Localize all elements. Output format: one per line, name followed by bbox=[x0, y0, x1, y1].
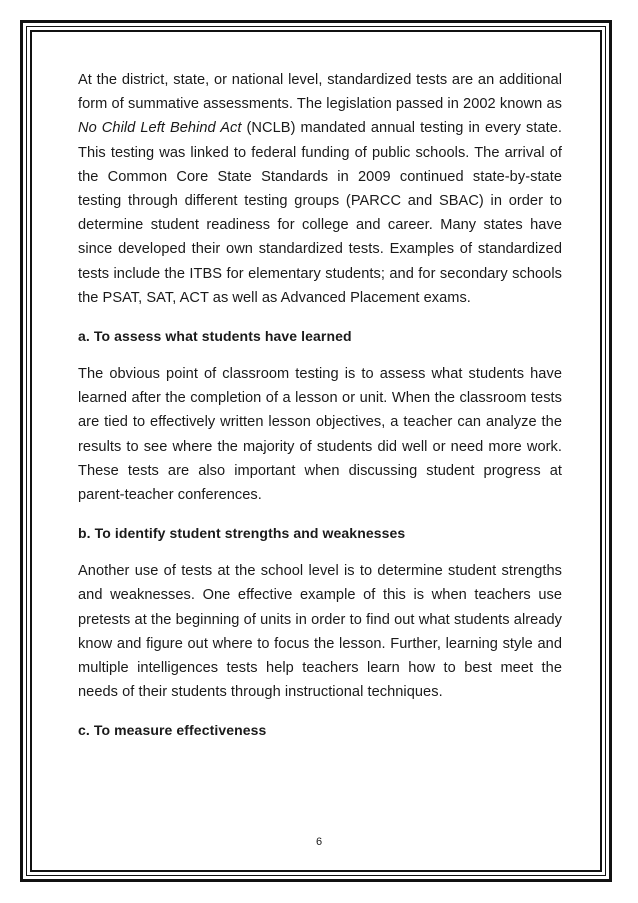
intro-text-part-1: At the district, state, or national level, standardized tests are an additional form of summative assessments. The legislation passed in 2002 known as bbox=[78, 72, 562, 113]
page-number: 6 bbox=[315, 836, 323, 848]
section-c-heading: c. To measure effectiveness bbox=[78, 722, 267, 739]
nclb-act-title: No Child Left Behind Act bbox=[78, 120, 242, 137]
section-a-paragraph: The obvious point of classroom testing is to assess what students have learned after the completion of a lesson or unit. When the classroom tests are tied to effectively written lesson objectives, a teacher can analyze the results to see where the majority of students did well or need more work. These tests are also important when discussing student progress at parent-teacher conferences. bbox=[78, 366, 562, 504]
intro-paragraph bbox=[78, 68, 562, 310]
section-b-heading: b. To identify student strengths and weaknesses bbox=[78, 525, 406, 542]
section-b-paragraph: Another use of tests at the school level is to determine student strengths and weaknesses. One effective example of this is when teachers use pretests at the beginning of units in order to find out what students already know and figure out where to focus the lesson. Further, learning style and multiple intelligences tests help teachers learn how to best meet the needs of their students through instructional techniques. bbox=[78, 563, 562, 701]
intro-text-part-2: (NCLB) mandated annual testing in every state. This testing was linked to federal funding of public schools. The arrival of the Common Core State Standards in 2009 continued state-by-state testing through different testing groups (PARCC and SBAC) in order to determine student readiness for college and career. Many states have since developed their own standardized tests. Examples of standardized tests include the ITBS for elementary students; and for secondary schools the PSAT, SAT, ACT as well as Advanced Placement exams. bbox=[78, 120, 562, 306]
section-a-heading: a. To assess what students have learned bbox=[78, 328, 352, 345]
page-content bbox=[78, 68, 562, 756]
